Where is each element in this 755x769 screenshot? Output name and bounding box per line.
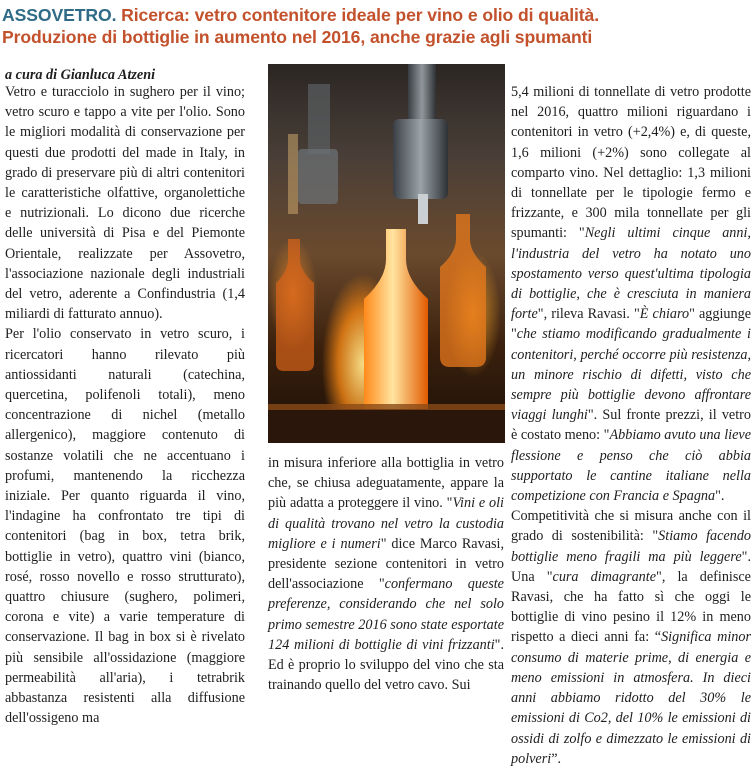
col3-p2-text-4: ”. <box>551 750 562 767</box>
col3-p2-text-3: ", la definisce Ravasi, che ha fatto sì che oggi le bottiglie di vino pesino il 12% in meno rispetto a dieci anni fa: “ <box>511 568 751 646</box>
col2-text-3: ". Ed è proprio lo sviluppo del vino che sta trainando quello del vetro cavo. Sui <box>268 636 504 694</box>
article-headline <box>2 4 754 48</box>
col3-text-1: 5,4 milioni di tonnellate di vetro prodotte nel 2016, quattro milioni riguardano i contenitori in vetro (+2,4%) e, di queste, 1,6 milioni (+2%) sono collegate al comparto vino. Nel dettaglio: 1,3 milioni di tonnellate per le tipologie fermo e frizzante, e 300 mila tonnellate per gli spumanti: " <box>511 84 751 242</box>
col3-quote-4: Abbiamo avuto una lieve flessione e penso che ciò abbia supportato le cantine italiane nella competizione con Francia e Spagna <box>511 427 751 505</box>
col2-text-1: in misura inferiore alla bottiglia in vetro che, se chiusa adeguatamente, appare la più adatta a proteggere il vino. " <box>268 455 504 512</box>
column-3 <box>511 82 751 769</box>
headline-line2: Produzione di bottiglie in aumento nel 2016, anche grazie agli spumanti <box>2 27 593 47</box>
col2-text-2: " dice Marco Ravasi, presidente sezione contenitori in vetro dell'associazione " <box>268 535 504 593</box>
col1-paragraph-2: Per l'olio conservato in vetro scuro, i ricercatori hanno rilevato più antiossidanti naturali (catechina, quercetina, polifenoli totali), meno concentrazione di nichel (metallo allergenico), maggiore contenuto di sostanze volatili che ne accentuano i profumi, mantenendo la ricchezza iniziale. Per quanto riguarda il vino, l'indagine ha confrontato tre tipi di contenitori (bag in box, tetra brik, bottiglie in vetro), quattro vini (bianco, rosé, rosso novello e rosso strutturato), quattro chiusure (sughero, polimeri, corona e vite) a varie temperature di conservazione. Il bag in box si è rivelato più sensibile all'ossidazione (maggiore permeabilità all'aria), i tetrabrik abbastanza resistenti alla diffusione dell'ossigeno ma <box>5 326 245 727</box>
col3-text-4: ". Sul fronte prezzi, il vetro è costato meno: " <box>511 407 751 444</box>
glass-bottle-icon <box>268 64 505 443</box>
headline-line1: Ricerca: vetro contenitore ideale per vino e olio di qualità. <box>116 5 599 25</box>
col2-paragraph <box>268 453 504 695</box>
col3-p2-text-2: ". Una " <box>511 548 751 585</box>
col2-quote-1: Vini e oli di qualità trovano nel vetro la custodia migliore e i numeri <box>268 495 504 552</box>
col3-paragraph-2 <box>511 506 751 769</box>
col3-p2-quote-1: Stiamo facendo bottiglie meno fragili ma più leggere <box>511 528 752 565</box>
column-1 <box>5 82 245 729</box>
col3-p2-text-1: Competitività che si misura anche con il grado di sostenibilità: " <box>511 508 751 545</box>
bottle-production-photo <box>268 64 505 443</box>
col3-text-3: " aggiunge " <box>511 306 751 343</box>
col3-text-2: ", rileva Ravasi. " <box>537 306 640 323</box>
headline-brand: ASSOVETRO. <box>2 5 117 25</box>
col3-text-5: ". <box>715 488 725 505</box>
col2-quote-2: confermano queste preferenze, considerando che nel solo primo semestre 2016 sono state esportate 124 milioni di bottiglie di vini frizzanti <box>268 576 504 653</box>
col3-paragraph-1 <box>511 82 751 506</box>
col3-quote-1: Negli ultimi cinque anni, l'industria del vetro ha notato uno spostamento verso quest'ultima tipologia di bottiglie, che è cresciuta in maniera forte <box>511 225 751 323</box>
col3-p2-quote-3: Significa minor consumo di materie prime, di energia e meno emissioni in atmosfera. In dieci anni abbiamo ridotto del 30% le emissioni di Co2, del 10% le emissioni di ossidi di zolfo e dimezzato le emissioni di polveri <box>511 629 751 767</box>
col1-paragraph-1: Vetro e turacciolo in sughero per il vino; vetro scuro e tappo a vite per l'olio. Sono le migliori modalità di conservazione per questi due prodotti del made in Italy, in grado di preservare più di altri contenitori le caratteristiche olfattive, organolettiche e nutrizionali. Lo dicono due ricerche delle università di Pisa e del Piemonte Orientale, realizzate per Assovetro, l'associazione nazionale degli industriali del vetro, aderente a Confindustria (1,4 miliardi di fatturato annuo). <box>5 84 245 323</box>
col3-quote-2: È chiaro <box>639 306 690 323</box>
byline: a cura di Gianluca Atzeni <box>5 67 156 83</box>
col3-quote-3: che stiamo modificando gradualmente i contenitori, perché occorre più resistenza, un minore rischio di difetti, visto che sempre più bottiglie devono affrontare viaggi lunghi <box>511 326 751 424</box>
col3-p2-quote-2: cura dimagrante <box>552 568 657 585</box>
column-2 <box>268 453 504 695</box>
